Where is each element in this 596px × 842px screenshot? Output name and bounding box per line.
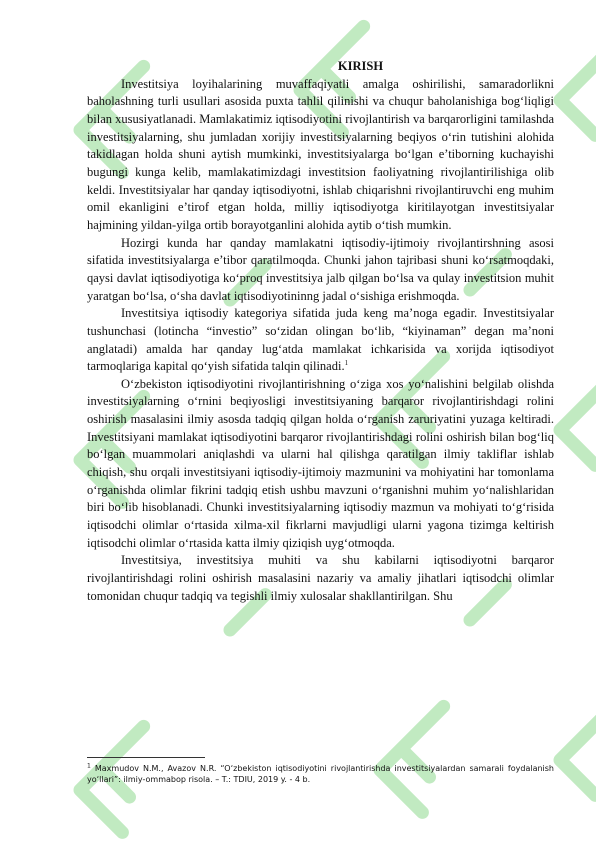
footnote-separator xyxy=(87,757,205,758)
document-body xyxy=(87,58,554,605)
watermark-mark xyxy=(560,58,596,136)
paragraph-1: Investitsiya loyihalarining muvaffaqiyatli amalga oshirilishi, samaradorlikni baholashning turli usullari asosida puxta tahlil qilinishi va chuqur baholanishiga bog‘liqligi bilan xususiyatlanadi. Mamlakatimiz iqtisodiyotini rivojlantirish va barqarorligini tamilashda investitsiyalarning, shu jumladan xorijiy investitsiyalarning beqiyos o‘rin tutishini alohida takidlagan holda shuni aytish mumkinki, investitsiyalarga bo‘lgan e’tiborning kuchayishi bugungi kunga kelib, mamlakatimizdagi investitsion faoliyatning rivojlantirilishiga olib keldi. Investitsiyalar har qanday iqtisodiyotni, ishlab chiqarishni rivojlantiruvchi eng muhim omil ekanligini e’tirof etgan holda, milliy iqtisodiyotga kiritilayotgan investitsiyalar hajmining yildan-yilga ortib borayotganlini alohida aytib o‘tish mumkin. xyxy=(87,76,554,232)
paragraph-4: O‘zbekiston iqtisodiyotini rivojlantirishning o‘ziga xos yo‘nalishini belgilab olishda investitsiyalarning o‘rnini beqiyosligi investitsiyaning barqaror rivojlantirishdagi rolini oshirish masalasini ilmiy asosda tadqiq qilgan holda o‘rganish zaruriyatini yuzaga keltiradi. Investitsiyani mamlakat iqtisodiyotini barqaror rivojlantirishdagi rolini oshirish bilan bog‘liq bo‘lgan muammolari aniqlashdi va ularni hal qilishga qaratilgan ilmiy takliflar ishlab chiqish, shu orqali investitsiyani iqtisodiy-ijtimoiy mazmunini va mohiyatini har tomonlama o‘rganishda olimlar fikrini tadqiq etish ushbu mavzuni o‘rganishni muhim yo‘nalishlaridan biri bo‘lib hisoblanadi. Chunki investitsiyalarning iqtisodiy mazmun va mohiyati to‘g‘risida iqtisodchi olimlar o‘rtasida xilma-xil fikrlarni mavjudligi ularni yagona tizimga keltirish iqtisodchi olimlar o‘rtasida katta ilmiy qiziqish uyg‘otmoqda. xyxy=(87,376,554,550)
footnote-reference[interactable]: 1 xyxy=(344,359,349,367)
page-title: KIRISH xyxy=(337,59,384,73)
paragraph-3-text: Investitsiya iqtisodiy kategoriya sifatida juda keng ma’noga egadir. Investitsiyalar tushunchasi (lotincha “investio” so‘zidan olingan bo‘lib, “kiyinaman” degan ma’noni anglatadi) amalda har qanday lug‘atda mamlakat ichkarisida va xorijda iqtisodiyot tarmoqlariga kapital qo‘yish sifatida talqin qilinadi. xyxy=(87,306,554,374)
paragraph-2: Hozirgi kunda har qanday mamlakatni iqtisodiy-ijtimoiy rivojlantirshning asosi sifatida investitsiyalarga e’tibor qaratilmoqda. Chunki jahon tajribasi shuni ko‘rsatmoqdaki, qaysi davlat iqtisodiyotiga ko‘proq investitsiya jalb qilgan bo‘lsa va qulay investitsion muhit yaratgan bo‘lsa, o‘sha davlat iqtisodiyotininng jadal o‘sishiga erishmoqda. xyxy=(87,235,554,303)
watermark-mark xyxy=(380,706,486,812)
footnote xyxy=(87,763,554,785)
footnote-number: 1 xyxy=(87,762,91,770)
watermark-mark xyxy=(560,388,596,466)
footnote-text: Maxmudov N.M., Avazov N.R. “O‘zbekiston iqtisodiyotini rivojlantirishda investitsiyalardan samarali foydalanish yo‘llari”: ilmiy-ommabop risola. – T.: TDIU, 2019 y. - 4 b. xyxy=(87,764,554,784)
paragraph-5: Investitsiya, investitsiya muhiti va shu kabilarni iqtisodiyotni barqaror rivojlantirishdagi rolini oshirish masalasini nazariy va amaliy jihatlari iqtisodchi olimlar tomonidan chuqur tadqiq va tegishli ilmiy xulosalar shakllantirilgan. Shu xyxy=(87,553,554,603)
paragraph-3 xyxy=(87,305,554,376)
watermark-mark xyxy=(560,718,596,796)
